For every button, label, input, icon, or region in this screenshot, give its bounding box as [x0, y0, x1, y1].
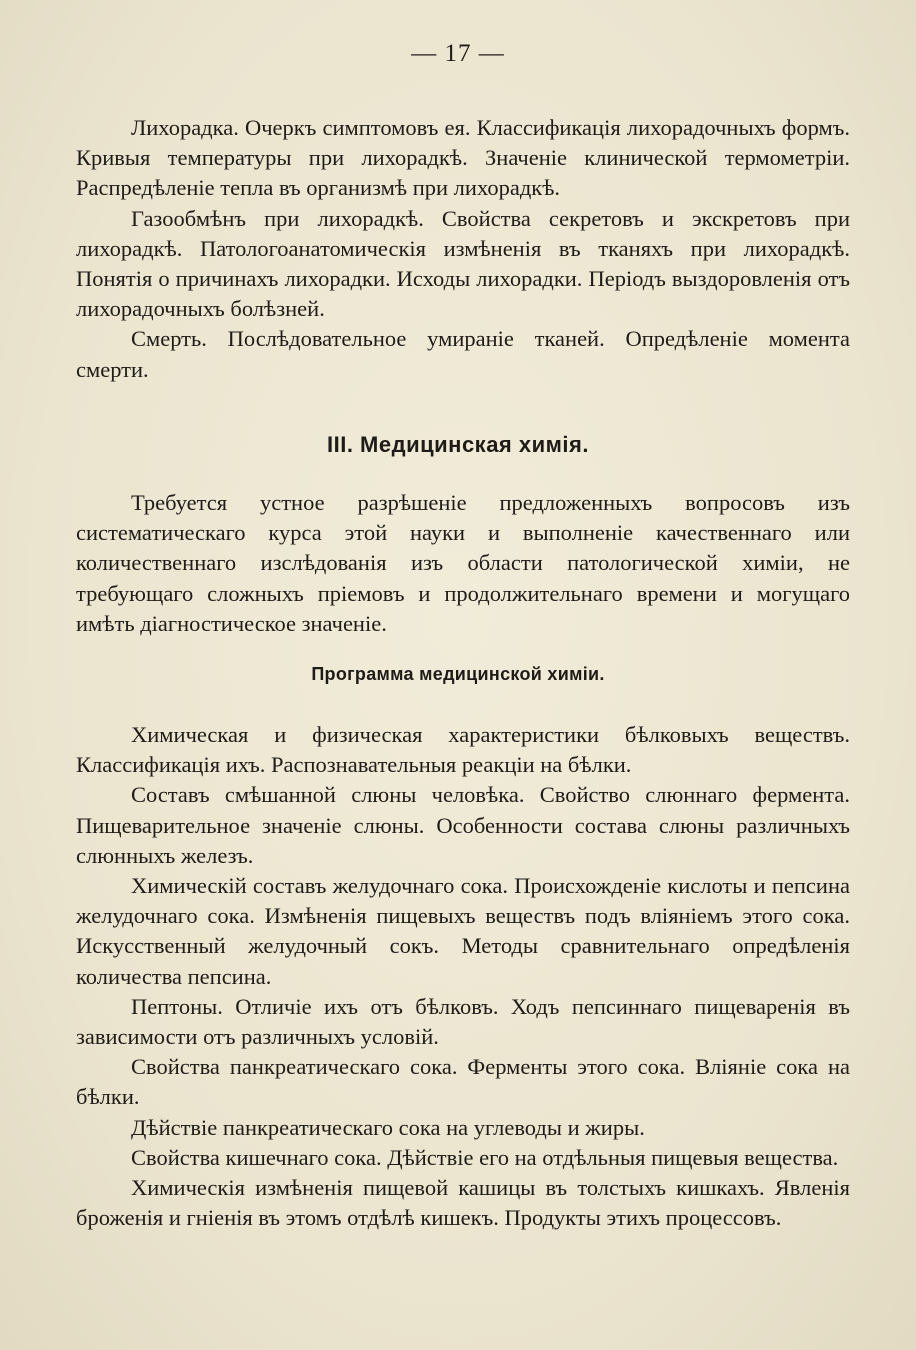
paragraph: Свойства кишечнаго сока. Дѣйствіе его на отдѣльныя пищевыя вещества. [131, 1144, 839, 1170]
paragraph: Химическія измѣненія пищевой кашицы въ толстыхъ кишкахъ. Явленія броженія и гніенія въ этомъ отдѣлѣ кишекъ. Продукты этихъ процессовъ. [76, 1175, 850, 1231]
paragraph: Дѣйствіе панкреатическаго сока на углеводы и жиры. [131, 1114, 645, 1140]
fever-section [76, 113, 850, 385]
chemistry-program [76, 720, 850, 1233]
paragraph: Пептоны. Отличіе ихъ отъ бѣлковъ. Ходъ пепсиннаго пищеваренія въ зависимости отъ различныхъ условій. [76, 993, 850, 1050]
program-heading: Программа медицинской химіи. [311, 664, 605, 684]
page-number: — 17 — [411, 40, 505, 67]
paragraph: Смерть. Послѣдовательное умираніе тканей. Опредѣленіе момента смерти. [76, 326, 850, 382]
paragraph: Химическій составъ желудочнаго сока. Происхожденіе кислоты и пепсина желудочнаго сока. Измѣненія пищевыхъ веществъ подъ вліяніемъ этого сока. Искусственный желудочный сокъ. Методы сравнительнаго опредѣленія количества пепсина. [76, 873, 850, 989]
paragraph: Составъ смѣшанной слюны человѣка. Свойство слюннаго фермента. Пищеварительное значеніе слюны. Особенности состава слюны различныхъ слюнныхъ железъ. [76, 782, 850, 868]
section-heading: III. Медицинская химія. [327, 432, 589, 457]
paragraph: Химическая и физическая характеристики бѣлковыхъ веществъ. Классификація ихъ. Распознавательныя реакціи на бѣлки. [76, 722, 850, 778]
chemistry-intro [76, 488, 850, 639]
paragraph: Свойства панкреатическаго сока. Ферменты этого сока. Вліяніе сока на бѣлки. [76, 1054, 850, 1110]
paragraph: Лихорадка. Очеркъ симптомовъ ея. Классификація лихорадочныхъ формъ. Кривыя температуры при лихорадкѣ. Значеніе клинической термометріи. Распредѣленіе тепла въ организмѣ при лихорадкѣ. [76, 115, 850, 201]
paragraph: Газообмѣнъ при лихорадкѣ. Свойства секретовъ и экскретовъ при лихорадкѣ. Патологоанатомическія измѣненія въ тканяхъ при лихорадкѣ. Понятія о причинахъ лихорадки. Исходы лихорадки. Періодъ выздоровленія отъ лихорадочныхъ болѣзней. [76, 205, 850, 322]
paragraph: Требуется устное разрѣшеніе предложенныхъ вопросовъ изъ систематическаго курса этой науки и выполненіе качественнаго или количественнаго изслѣдованія изъ области патологической химіи, не требующаго сложныхъ пріемовъ и продолжительнаго времени и могущаго имѣть діагностическое значеніе. [76, 490, 850, 636]
